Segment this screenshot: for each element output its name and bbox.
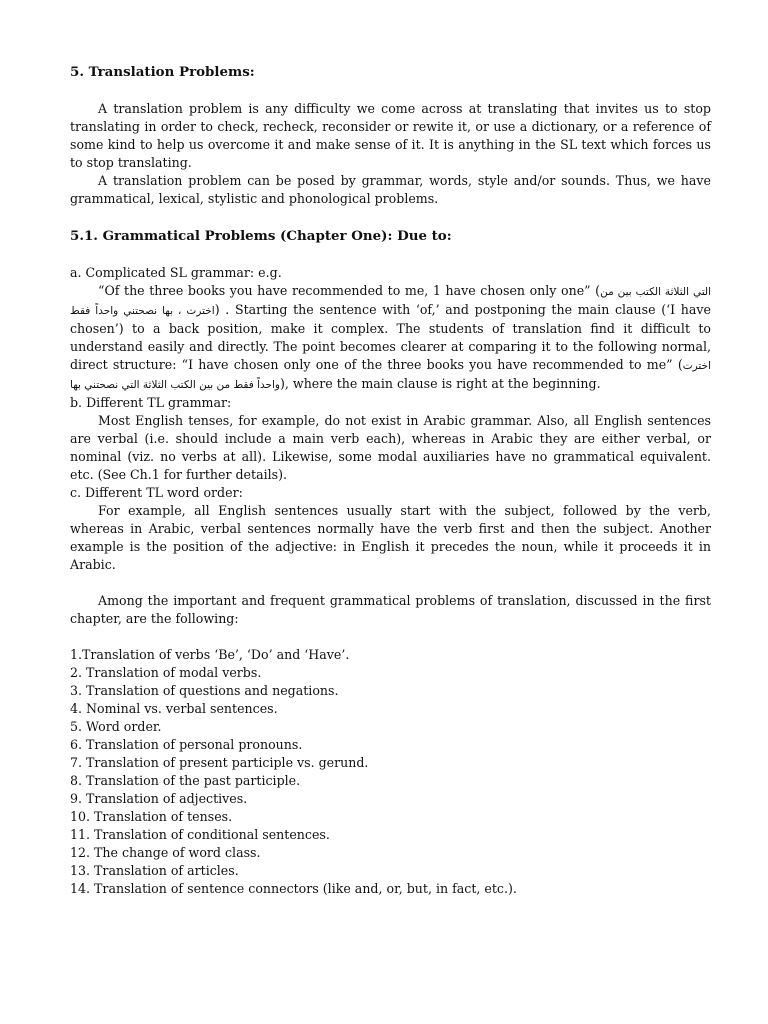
list-item: 1.Translation of verbs ‘Be’, ‘Do’ and ‘Have’. [70,647,350,662]
arabic-example-2: اخترت واحداً فقط من بين الكتب الثلاثة التي نصحتني بها [70,360,711,391]
paragraph-list-intro: Among the important and frequent grammatical problems of translation, discussed in the first chapter, are the following: [70,593,711,626]
arabic-example-1: التي الثلاثة الكتب بين من اخترت ، بها نصحتني واحداً فقط [70,286,711,317]
paragraph-word-order: For example, all English sentences usually start with the subject, followed by the verb, whereas in Arabic, verbal sentences normally have the verb first and then the subject. Another example is the position of the adjective: in English it precedes the noun, while it proceeds it in Arabic. [70,503,711,572]
list-item: 8. Translation of the past participle. [70,773,301,788]
section-heading-translation-problems: 5. Translation Problems: [70,64,255,80]
list-item: 12. The change of word class. [70,845,261,860]
list-item: 9. Translation of adjectives. [70,791,248,806]
section-heading-grammatical-problems: 5.1. Grammatical Problems (Chapter One): Due to: [70,228,452,244]
document-page [70,62,711,898]
list-item: 2. Translation of modal verbs. [70,665,262,680]
list-item: 4. Nominal vs. verbal sentences. [70,701,278,716]
text-part-2: ) . Starting the sentence with ‘of,’ and postponing the main clause (‘I have chosen’) to a back position, make it complex. The students of translation find it difficult to understand easily and directly. The point becomes clearer at comparing it to the following normal, direct structure: “I have chosen only one of the three books you have recommended to me” ( [70,302,711,372]
list-item: 10. Translation of tenses. [70,809,233,824]
list-item: 3. Translation of questions and negations. [70,683,339,698]
paragraph-types: A translation problem can be posed by grammar, words, style and/or sounds. Thus, we have grammatical, lexical, stylistic and phonological problems. [70,173,711,206]
paragraph-definition: A translation problem is any difficulty we come across at translating that invites us to stop translating in order to check, recheck, reconsider or rewite it, or use a dictionary, or a reference of some kind to help us overcome it and make sense of it. It is anything in the SL text which forces us to stop translating. [70,101,711,170]
list-item: 7. Translation of present participle vs. gerund. [70,755,369,770]
paragraph-different-grammar: Most English tenses, for example, do not exist in Arabic grammar. Also, all English sentences are verbal (i.e. should include a main verb each), whereas in Arabic they are either verbal, or nominal (viz. no verbs at all). Likewise, some modal auxiliaries have no grammatical equivalent. etc. (See Ch.1 for further details). [70,413,711,482]
subsection-title-a: a. Complicated SL grammar: e.g. [70,265,282,280]
text-part-3: ), where the main clause is right at the beginning. [280,376,601,391]
list-item: 14. Translation of sentence connectors (like and, or, but, in fact, etc.). [70,881,517,896]
list-item: 13. Translation of articles. [70,863,239,878]
list-item: 11. Translation of conditional sentences. [70,827,330,842]
paragraph-complicated-grammar [70,282,711,394]
list-item: 6. Translation of personal pronouns. [70,737,303,752]
subsection-title-c: c. Different TL word order: [70,485,243,500]
subsection-title-b: b. Different TL grammar: [70,395,232,410]
text-part-1: “Of the three books you have recommended to me, 1 have chosen only one” ( [98,283,601,298]
list-item: 5. Word order. [70,719,162,734]
grammatical-problems-list [70,646,711,898]
